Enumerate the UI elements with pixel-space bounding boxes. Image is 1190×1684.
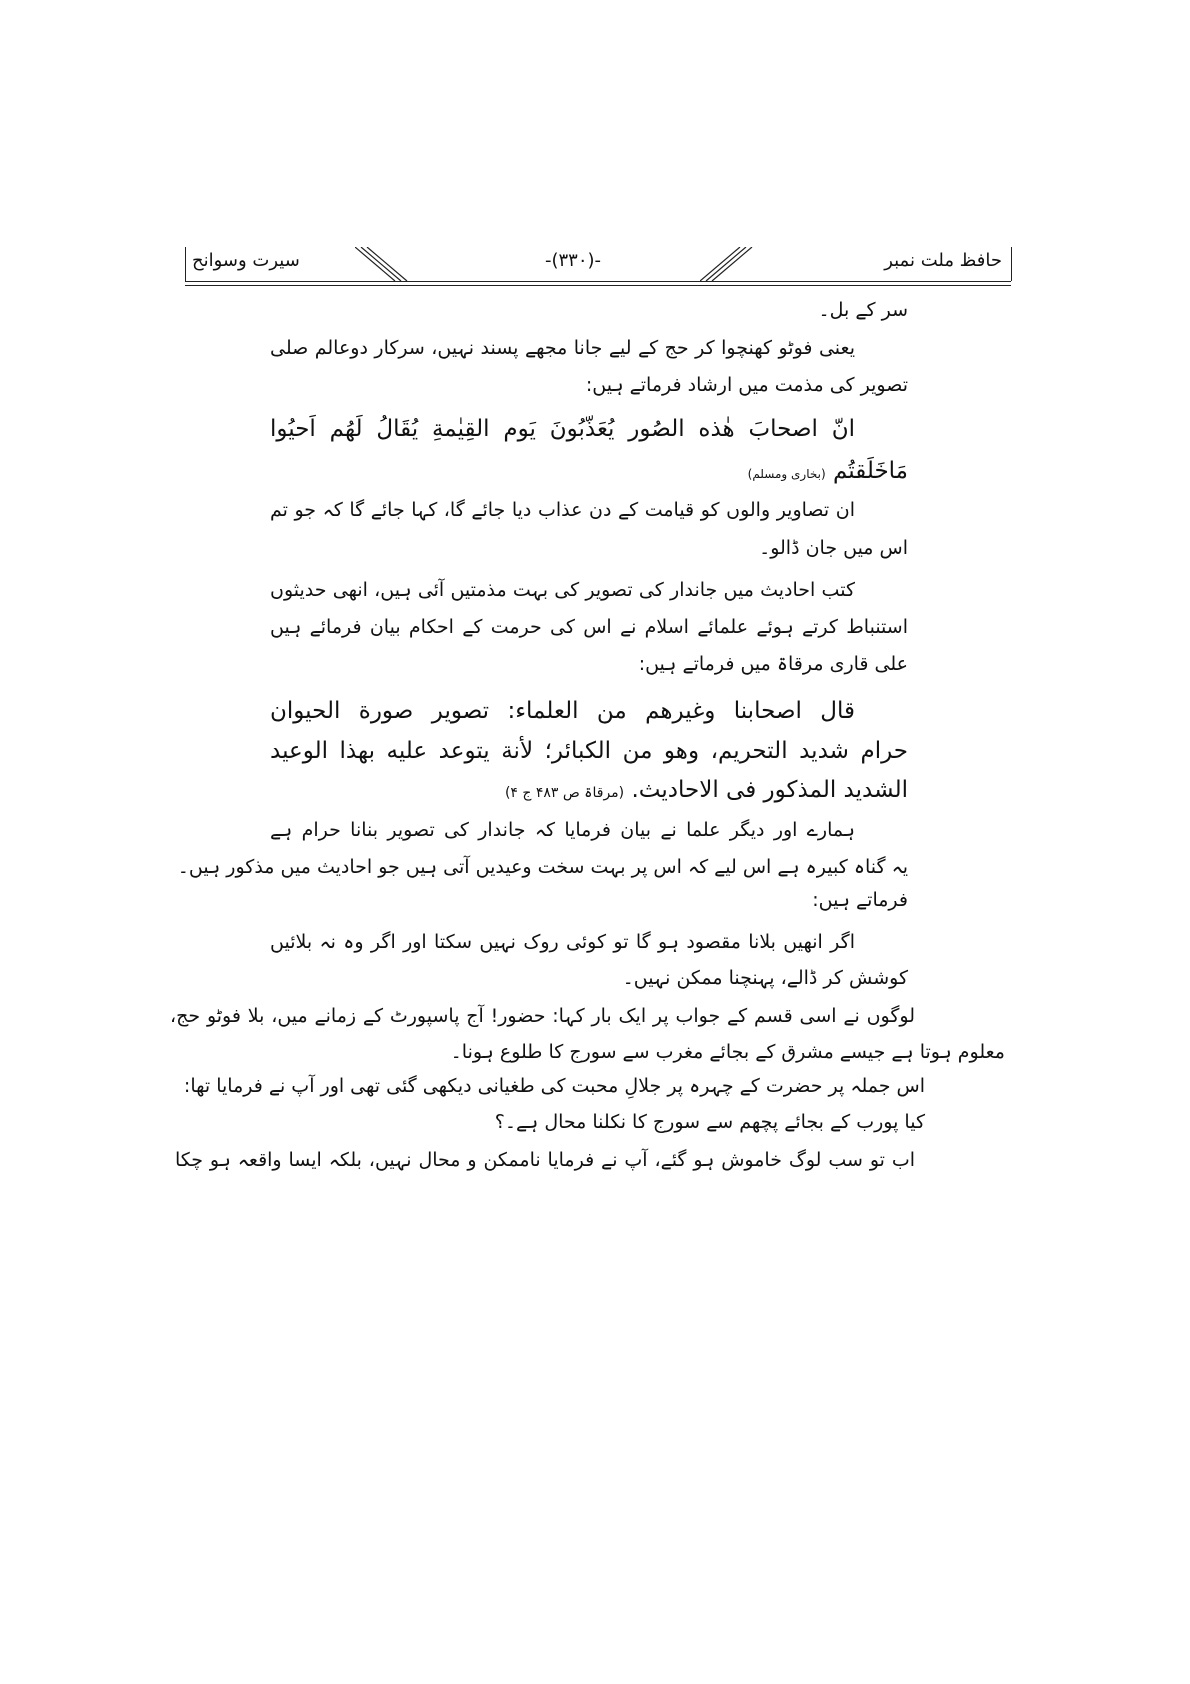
text-line: اس جملہ پر حضرت کے چہرہ پر جلالِ محبت کی طغیانی دیکھی گئی تھی اور آپ نے فرمایا تھا:: [183, 1075, 925, 1097]
text-line: کوشش کر ڈالے، پہنچنا ممکن نہیں۔: [622, 967, 908, 989]
header-rule: [185, 281, 1011, 286]
text-line: معلوم ہوتا ہے جیسے مشرق کے بجائے مغرب سے سورج کا طلوع ہونا۔: [450, 1041, 1005, 1063]
arabic-quote-line: حرام شديد التحريم، وهو من الكبائر؛ لأنة يتوعد عليه بهذا الوعيد: [270, 738, 908, 764]
header-ornament-right: [700, 247, 760, 283]
text-line: یہ گناہ کبیرہ ہے اس لیے کہ اس پر بہت سخت وعیدیں آتی ہیں جو احادیث میں مذکور ہیں۔: [177, 856, 908, 878]
citation: (بخاری ومسلم): [747, 467, 826, 481]
text-line: اب تو سب لوگ خاموش ہو گئے، آپ نے فرمایا ناممکن و محال نہیں، بلکہ ایسا واقعہ ہو چکا: [175, 1149, 915, 1171]
text-line: فرماتے ہیں:: [812, 889, 908, 911]
citation: (مرقاۃ ص ۴۸۳ ج ۴): [504, 785, 625, 801]
text-line: لوگوں نے اسی قسم کے جواب پر ایک بار کہا: حضور! آج پاسپورٹ کے زمانے میں، بلا فوٹو حج،: [170, 1005, 915, 1027]
page-number: -(۳۳۰)-: [545, 250, 602, 271]
arabic-quote-line: [748, 454, 908, 490]
arabic-quote-line: [505, 773, 908, 809]
header-right-title: حافظ ملت نمبر: [884, 250, 1002, 271]
text-line: کتب احادیث میں جاندار کی تصویر کی بہت مذمتیں آئی ہیں، انھی حدیثوں: [270, 579, 855, 601]
text-line: اگر انھیں بلانا مقصود ہو گا تو کوئی روک نہیں سکتا اور اگر وہ نہ بلائیں: [270, 931, 855, 953]
header-ornament-left: [355, 247, 415, 283]
arabic-text: مَاخَلَقتُم: [832, 458, 908, 484]
text-line: اس میں جان ڈالو۔: [759, 537, 908, 559]
text-line: ہمارے اور دیگر علما نے بیان فرمایا کہ جاندار کی تصویر بنانا حرام ہے: [270, 819, 855, 841]
text-line: یعنی فوٹو کھنچوا کر حج کے لیے جانا مجھے پسند نہیں، سرکار دوعالم صلی: [270, 337, 855, 359]
arabic-text: الشديد المذكور فى الاحاديث.: [631, 777, 908, 803]
arabic-quote-line: انّ اصحابَ هٰذه الصُور يُعَذّبُونَ يَوم القِيٰمةِ يُقَالُ لَهُم اَحيُوا: [270, 416, 855, 442]
text-line: استنباط کرتے ہوئے علمائے اسلام نے اس کی حرمت کے احکام بیان فرمائے ہیں: [270, 616, 908, 638]
arabic-quote-line: قال اصحابنا وغيرهم من العلماء: تصوير صورة الحيوان: [270, 698, 855, 724]
text-line: کیا پورب کے بجائے پچھم سے سورج کا نکلنا محال ہے۔؟: [494, 1111, 925, 1133]
text-line: علی قاری مرقاۃ میں فرماتے ہیں:: [638, 653, 908, 675]
text-line: ان تصاویر والوں کو قیامت کے دن عذاب دیا جائے گا، کہا جائے گا کہ جو تم: [270, 499, 855, 521]
text-line: تصویر کی مذمت میں ارشاد فرماتے ہیں:: [585, 374, 908, 396]
text-line: سر کے بل۔: [818, 299, 908, 321]
header-left-title: سیرت وسوانح: [192, 250, 300, 271]
